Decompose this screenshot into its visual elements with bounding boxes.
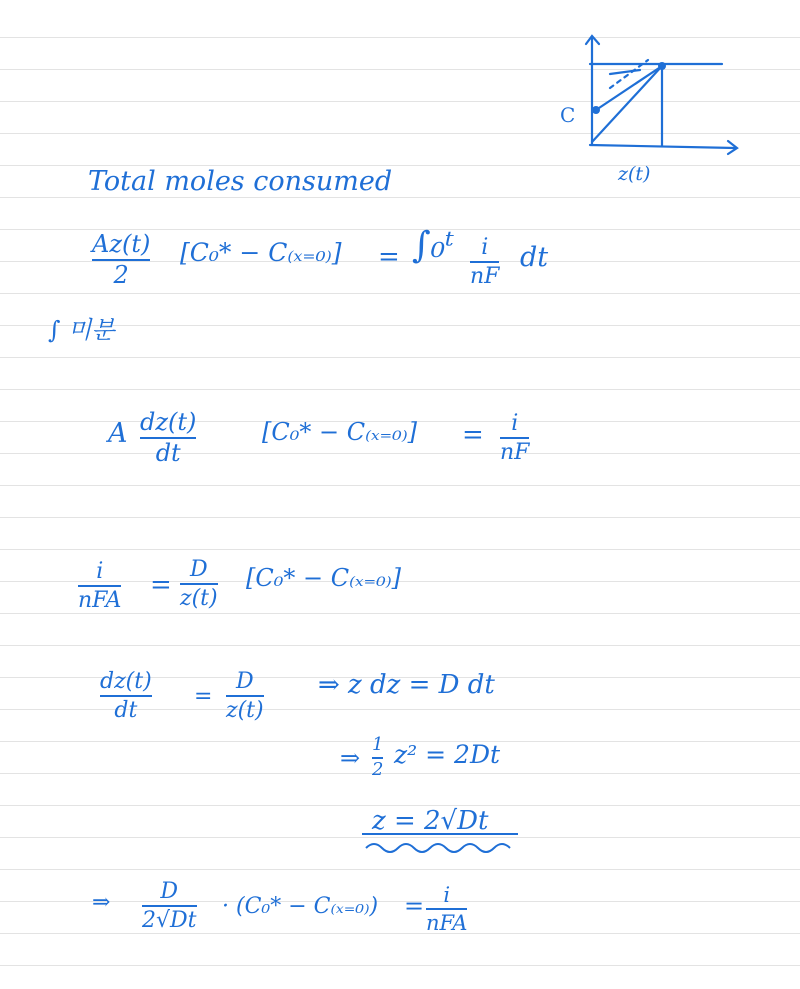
eq4-implies-1: ⇒ z dz = D dt <box>318 670 495 700</box>
eq5-lhs-fraction <box>142 880 197 932</box>
eq1-dt: dt <box>520 242 549 273</box>
eq4-lhs-den: dt <box>114 698 138 724</box>
eq4-rhs-num: D <box>235 669 254 694</box>
eq5-rhs-num: i <box>443 883 451 907</box>
eq1-bracket: [C₀* − C₍ₓ₌₀₎] <box>180 238 342 267</box>
eq3-rhs-den: z(t) <box>180 586 218 612</box>
eq4-equals: = <box>194 684 213 709</box>
eq1-rhs-den: nF <box>470 264 500 290</box>
eq1-integral: ∫₀ᵗ <box>412 225 455 266</box>
note-differentiate: ∫ 미분 <box>48 316 115 344</box>
eq5-lhs-den: 2√Dt <box>142 908 197 934</box>
eq4-rhs-den: z(t) <box>226 698 264 724</box>
eq4-implies-2-rest: z² = 2Dt <box>394 740 501 769</box>
eq5-implies: ⇒ <box>92 890 111 915</box>
diagram-label-z: z(t) <box>618 163 651 185</box>
eq4-lhs-num: dz(t) <box>100 669 152 694</box>
eq3-rhs-num: D <box>189 557 208 582</box>
eq3-equals: = <box>150 570 172 600</box>
fraction-bar <box>426 908 467 910</box>
eq4-implies-2-den: 2 <box>372 758 384 780</box>
eq5-rhs-fraction <box>426 884 467 934</box>
eq1-rhs-num: i <box>481 235 489 260</box>
eq1-equals: = <box>378 242 400 272</box>
eq3-lhs-num: i <box>96 559 104 584</box>
eq5-mid: · (C₀* − C₍ₓ₌₀₎) <box>222 894 379 919</box>
eq2-rhs-num: i <box>511 411 519 436</box>
eq2-bracket: [C₀* − C₍ₓ₌₀₎] <box>262 418 418 446</box>
eq4-result: z = 2√Dt <box>372 806 489 836</box>
eq4-implies-2-prefix: ⇒ <box>340 744 361 772</box>
eq3-lhs-den: nFA <box>78 588 122 614</box>
fraction-bar <box>142 905 197 907</box>
eq5-rhs-den: nFA <box>426 911 468 936</box>
eq2-rhs-den: nF <box>500 440 530 466</box>
eq2-lhs-den: dt <box>155 439 181 468</box>
eq5-equals: = <box>404 892 425 920</box>
eq1-lhs-den: 2 <box>113 261 129 290</box>
eq2-lhs-num: dz(t) <box>140 408 197 436</box>
eq1-lhs-num: Az(t) <box>92 230 151 258</box>
eq2-prefix: A <box>108 418 128 449</box>
heading: Total moles consumed <box>88 166 393 197</box>
eq2-equals: = <box>462 420 484 450</box>
diagram-label-c: C <box>560 103 576 127</box>
eq4-implies-2-num: 1 <box>372 734 384 755</box>
eq3-bracket: [C₀* − C₍ₓ₌₀₎] <box>246 564 402 592</box>
eq5-lhs-num: D <box>160 879 179 904</box>
